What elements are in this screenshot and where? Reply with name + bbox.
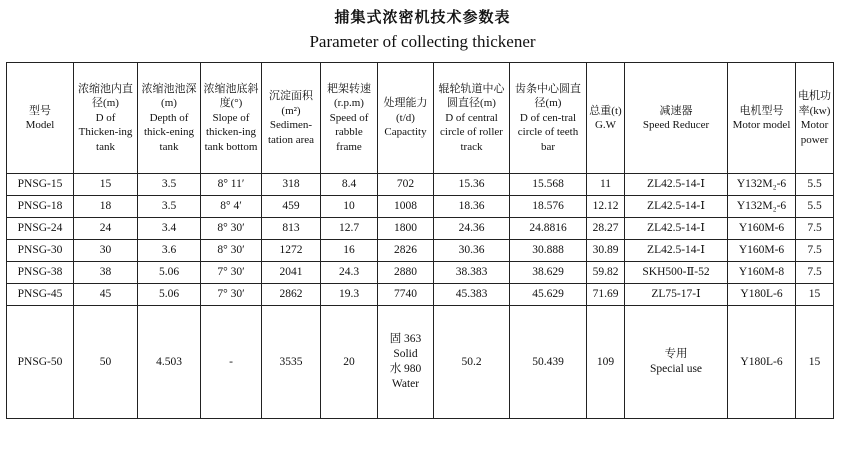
cell-motor-power: 15 bbox=[796, 306, 834, 419]
cell-area: 318 bbox=[262, 174, 321, 196]
cell-motor-model: Y160M-6 bbox=[728, 218, 796, 240]
cell-reducer: ZL42.5-14-Ⅰ bbox=[625, 240, 728, 262]
parameter-table bbox=[6, 62, 834, 419]
cell-speed: 19.3 bbox=[321, 284, 378, 306]
cell-reducer: ZL42.5-14-Ⅰ bbox=[625, 196, 728, 218]
header-speed: 耙架转速(r.p.m) Speed of rabble frame bbox=[321, 63, 378, 174]
cell-slope: 7° 30′ bbox=[201, 262, 262, 284]
cell-model: PNSG-30 bbox=[7, 240, 74, 262]
cell-speed: 8.4 bbox=[321, 174, 378, 196]
cell-diameter: 38 bbox=[74, 262, 138, 284]
cell-area: 1272 bbox=[262, 240, 321, 262]
header-gross-weight: 总重(t) G.W bbox=[587, 63, 625, 174]
cell-slope: 8° 30′ bbox=[201, 218, 262, 240]
cell-depth: 4.503 bbox=[138, 306, 201, 419]
header-model: 型号 Model bbox=[7, 63, 74, 174]
cell-speed: 24.3 bbox=[321, 262, 378, 284]
cell-motor-model: Y160M-8 bbox=[728, 262, 796, 284]
header-diameter: 浓缩池内直径(m) D of Thicken-ing tank bbox=[74, 63, 138, 174]
cell-reducer: ZL42.5-14-Ⅰ bbox=[625, 174, 728, 196]
cell-depth: 5.06 bbox=[138, 284, 201, 306]
cell-depth: 5.06 bbox=[138, 262, 201, 284]
cell-capacity: 2880 bbox=[378, 262, 434, 284]
header-row bbox=[7, 63, 834, 174]
cell-gross-weight: 109 bbox=[587, 306, 625, 419]
table-row bbox=[7, 196, 834, 218]
cell-roller-track: 45.383 bbox=[434, 284, 510, 306]
cell-reducer: ZL42.5-14-Ⅰ bbox=[625, 218, 728, 240]
cell-teeth-bar: 45.629 bbox=[510, 284, 587, 306]
cell-diameter: 50 bbox=[74, 306, 138, 419]
cell-motor-model: Y180L-6 bbox=[728, 306, 796, 419]
cell-motor-power: 7.5 bbox=[796, 218, 834, 240]
cell-gross-weight: 12.12 bbox=[587, 196, 625, 218]
cell-slope: 8° 11′ bbox=[201, 174, 262, 196]
cell-teeth-bar: 30.888 bbox=[510, 240, 587, 262]
cell-slope: 8° 4′ bbox=[201, 196, 262, 218]
cell-capacity: 2826 bbox=[378, 240, 434, 262]
table-row bbox=[7, 262, 834, 284]
cell-speed: 20 bbox=[321, 306, 378, 419]
cell-motor-model: Y160M-6 bbox=[728, 240, 796, 262]
header-slope: 浓缩池底斜度(°) Slope of thicken-ing tank bottom bbox=[201, 63, 262, 174]
table-row bbox=[7, 218, 834, 240]
cell-slope: 7° 30′ bbox=[201, 284, 262, 306]
cell-capacity: 1008 bbox=[378, 196, 434, 218]
cell-roller-track: 38.383 bbox=[434, 262, 510, 284]
cell-roller-track: 15.36 bbox=[434, 174, 510, 196]
header-area: 沉淀面积(m²) Sedimen-tation area bbox=[262, 63, 321, 174]
cell-roller-track: 30.36 bbox=[434, 240, 510, 262]
cell-diameter: 24 bbox=[74, 218, 138, 240]
cell-roller-track: 50.2 bbox=[434, 306, 510, 419]
cell-depth: 3.6 bbox=[138, 240, 201, 262]
cell-teeth-bar: 38.629 bbox=[510, 262, 587, 284]
cell-gross-weight: 30.89 bbox=[587, 240, 625, 262]
cell-teeth-bar: 15.568 bbox=[510, 174, 587, 196]
cell-speed: 16 bbox=[321, 240, 378, 262]
cell-diameter: 15 bbox=[74, 174, 138, 196]
cell-motor-power: 7.5 bbox=[796, 240, 834, 262]
cell-motor-model: Y132M₂-6 bbox=[728, 174, 796, 196]
cell-speed: 12.7 bbox=[321, 218, 378, 240]
cell-gross-weight: 11 bbox=[587, 174, 625, 196]
cell-roller-track: 24.36 bbox=[434, 218, 510, 240]
cell-reducer: ZL75-17-Ⅰ bbox=[625, 284, 728, 306]
cell-capacity: 1800 bbox=[378, 218, 434, 240]
table-row-pnsg-50 bbox=[7, 306, 834, 419]
table-row bbox=[7, 174, 834, 196]
cell-capacity: 702 bbox=[378, 174, 434, 196]
cell-diameter: 18 bbox=[74, 196, 138, 218]
cell-motor-power: 5.5 bbox=[796, 196, 834, 218]
table-title-en: Parameter of collecting thickener bbox=[309, 32, 536, 51]
cell-model: PNSG-24 bbox=[7, 218, 74, 240]
cell-gross-weight: 28.27 bbox=[587, 218, 625, 240]
cell-model: PNSG-50 bbox=[7, 306, 74, 419]
cell-model: PNSG-18 bbox=[7, 196, 74, 218]
cell-area: 3535 bbox=[262, 306, 321, 419]
cell-slope: - bbox=[201, 306, 262, 419]
cell-speed: 10 bbox=[321, 196, 378, 218]
cell-teeth-bar: 24.8816 bbox=[510, 218, 587, 240]
cell-area: 813 bbox=[262, 218, 321, 240]
cell-depth: 3.4 bbox=[138, 218, 201, 240]
cell-model: PNSG-38 bbox=[7, 262, 74, 284]
cell-motor-model: Y132M₂-6 bbox=[728, 196, 796, 218]
cell-roller-track: 18.36 bbox=[434, 196, 510, 218]
cell-depth: 3.5 bbox=[138, 196, 201, 218]
cell-gross-weight: 59.82 bbox=[587, 262, 625, 284]
cell-model: PNSG-45 bbox=[7, 284, 74, 306]
table-row bbox=[7, 284, 834, 306]
cell-area: 2041 bbox=[262, 262, 321, 284]
cell-depth: 3.5 bbox=[138, 174, 201, 196]
cell-teeth-bar: 50.439 bbox=[510, 306, 587, 419]
cell-reducer: SKH500-Ⅱ-52 bbox=[625, 262, 728, 284]
header-reducer: 减速器 Speed Reducer bbox=[625, 63, 728, 174]
cell-slope: 8° 30′ bbox=[201, 240, 262, 262]
cell-teeth-bar: 18.576 bbox=[510, 196, 587, 218]
cell-capacity: 7740 bbox=[378, 284, 434, 306]
cell-diameter: 30 bbox=[74, 240, 138, 262]
cell-model: PNSG-15 bbox=[7, 174, 74, 196]
cell-motor-power: 5.5 bbox=[796, 174, 834, 196]
header-motor-power: 电机功率(kw) Motor power bbox=[796, 63, 834, 174]
header-depth: 浓缩池池深(m) Depth of thick-ening tank bbox=[138, 63, 201, 174]
header-motor-model: 电机型号 Motor model bbox=[728, 63, 796, 174]
header-capacity: 处理能力(t/d) Capactity bbox=[378, 63, 434, 174]
cell-motor-power: 7.5 bbox=[796, 262, 834, 284]
cell-area: 459 bbox=[262, 196, 321, 218]
cell-diameter: 45 bbox=[74, 284, 138, 306]
header-teeth-bar: 齿条中心圆直径(m) D of cen-tral circle of teeth bar bbox=[510, 63, 587, 174]
table-title-cn: 捕集式浓密机技术参数表 bbox=[334, 8, 511, 26]
cell-motor-model: Y180L-6 bbox=[728, 284, 796, 306]
cell-gross-weight: 71.69 bbox=[587, 284, 625, 306]
cell-area: 2862 bbox=[262, 284, 321, 306]
cell-motor-power: 15 bbox=[796, 284, 834, 306]
table-row bbox=[7, 240, 834, 262]
cell-reducer: 专用 Special use bbox=[625, 306, 728, 419]
cell-capacity: 固 363 Solid 水 980 Water bbox=[378, 306, 434, 419]
header-roller-track: 辊轮轨道中心圆直径(m) D of central circle of roller track bbox=[434, 63, 510, 174]
